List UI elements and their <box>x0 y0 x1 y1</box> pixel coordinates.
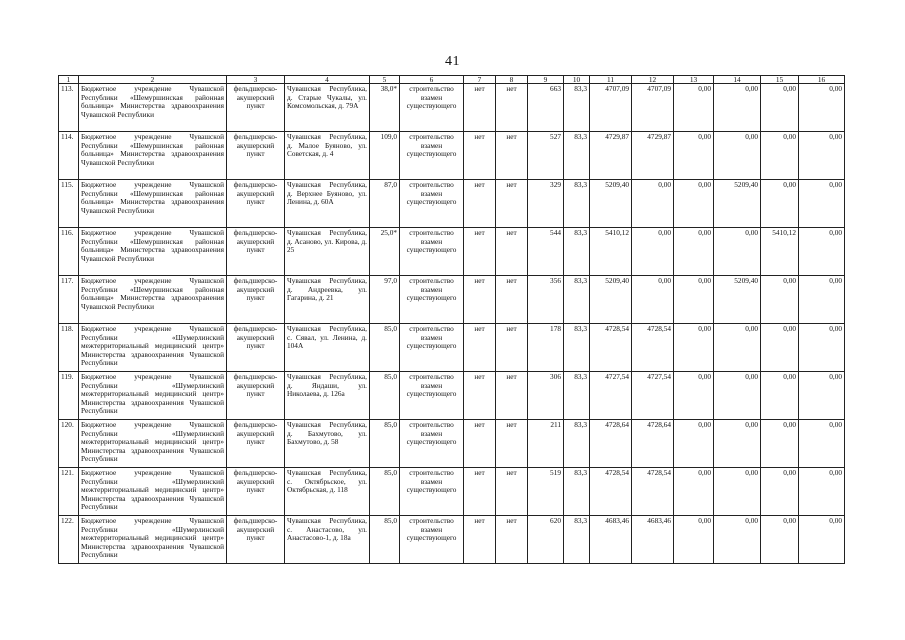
area-cell: 25,0* <box>370 228 400 276</box>
cost-year4-cell: 0,00 <box>761 84 799 132</box>
facility-type-cell: фельдшерско-акушерский пункт <box>227 372 285 420</box>
population-cell: 527 <box>528 132 564 180</box>
total-cost-cell: 5209,40 <box>590 180 632 228</box>
cost-year4-cell: 5410,12 <box>761 228 799 276</box>
row-number-cell: 121. <box>59 468 79 516</box>
cost-year1-cell: 4728,54 <box>632 468 674 516</box>
row-number-cell: 120. <box>59 420 79 468</box>
cost-year1-cell: 0,00 <box>632 276 674 324</box>
work-type-cell: строительство взамен существующего <box>400 276 464 324</box>
population-cell: 519 <box>528 468 564 516</box>
work-type-cell: строительство взамен существующего <box>400 180 464 228</box>
row-number-cell: 114. <box>59 132 79 180</box>
col10-cell: 83,3 <box>564 420 590 468</box>
cost-year3-cell: 0,00 <box>714 84 761 132</box>
total-cost-cell: 4728,54 <box>590 324 632 372</box>
population-cell: 329 <box>528 180 564 228</box>
address-cell: Чувашская Республика, с. Октябрьское, ул. Октябрьская, д. 118 <box>285 468 370 516</box>
column-number-cell: 16 <box>799 76 845 84</box>
col10-cell: 83,3 <box>564 84 590 132</box>
cost-year5-cell: 0,00 <box>799 468 845 516</box>
total-cost-cell: 5209,40 <box>590 276 632 324</box>
cost-year2-cell: 0,00 <box>674 180 714 228</box>
cost-year1-cell: 4727,54 <box>632 372 674 420</box>
column-number-cell: 4 <box>285 76 370 84</box>
institution-cell: Бюджетное учреждение Чувашской Республики «Шумерлинский межтерриториальный медицинский центр» Министерства здравоохранения Чувашской Республики <box>79 516 227 564</box>
column-number-cell: 9 <box>528 76 564 84</box>
cost-year5-cell: 0,00 <box>799 420 845 468</box>
institution-cell: Бюджетное учреждение Чувашской Республики «Шемуршинская районная больница» Министерства здравоохранения Чувашской Республики <box>79 132 227 180</box>
cost-year5-cell: 0,00 <box>799 276 845 324</box>
total-cost-cell: 4707,09 <box>590 84 632 132</box>
cost-year5-cell: 0,00 <box>799 180 845 228</box>
cost-year5-cell: 0,00 <box>799 132 845 180</box>
table-row <box>59 372 845 420</box>
work-type-cell: строительство взамен существующего <box>400 372 464 420</box>
column-number-cell: 14 <box>714 76 761 84</box>
cost-year1-cell: 0,00 <box>632 228 674 276</box>
institution-cell: Бюджетное учреждение Чувашской Республики «Шумерлинский межтерриториальный медицинский центр» Министерства здравоохранения Чувашской Республики <box>79 468 227 516</box>
cost-year2-cell: 0,00 <box>674 372 714 420</box>
address-cell: Чувашская Республика, д. Андреевка, ул. Гагарина, д. 21 <box>285 276 370 324</box>
work-type-cell: строительство взамен существующего <box>400 516 464 564</box>
col7-cell: нет <box>464 84 496 132</box>
col8-cell: нет <box>496 372 528 420</box>
cost-year3-cell: 0,00 <box>714 324 761 372</box>
cost-year4-cell: 0,00 <box>761 180 799 228</box>
facility-type-cell: фельдшерско-акушерский пункт <box>227 516 285 564</box>
institution-cell: Бюджетное учреждение Чувашской Республики «Шумерлинский межтерриториальный медицинский центр» Министерства здравоохранения Чувашской Республики <box>79 324 227 372</box>
col10-cell: 83,3 <box>564 276 590 324</box>
column-number-cell: 6 <box>400 76 464 84</box>
address-cell: Чувашская Республика, д. Асаново, ул. Кирова, д. 25 <box>285 228 370 276</box>
col10-cell: 83,3 <box>564 372 590 420</box>
cost-year2-cell: 0,00 <box>674 132 714 180</box>
cost-year2-cell: 0,00 <box>674 276 714 324</box>
area-cell: 97,0 <box>370 276 400 324</box>
row-number-cell: 116. <box>59 228 79 276</box>
table-row <box>59 420 845 468</box>
column-number-cell: 8 <box>496 76 528 84</box>
facility-type-cell: фельдшерско-акушерский пункт <box>227 468 285 516</box>
cost-year3-cell: 0,00 <box>714 228 761 276</box>
cost-year1-cell: 4728,54 <box>632 324 674 372</box>
area-cell: 85,0 <box>370 372 400 420</box>
population-cell: 620 <box>528 516 564 564</box>
cost-year1-cell: 4683,46 <box>632 516 674 564</box>
row-number-cell: 115. <box>59 180 79 228</box>
address-cell: Чувашская Республика, д. Старые Чукалы, ул. Комсомольская, д. 79А <box>285 84 370 132</box>
population-cell: 356 <box>528 276 564 324</box>
facility-type-cell: фельдшерско-акушерский пункт <box>227 420 285 468</box>
cost-year4-cell: 0,00 <box>761 132 799 180</box>
col7-cell: нет <box>464 468 496 516</box>
cost-year3-cell: 5209,40 <box>714 180 761 228</box>
col10-cell: 83,3 <box>564 516 590 564</box>
col7-cell: нет <box>464 324 496 372</box>
cost-year4-cell: 0,00 <box>761 516 799 564</box>
population-cell: 306 <box>528 372 564 420</box>
facility-type-cell: фельдшерско-акушерский пункт <box>227 180 285 228</box>
table-row <box>59 180 845 228</box>
column-number-cell: 15 <box>761 76 799 84</box>
population-cell: 663 <box>528 84 564 132</box>
col10-cell: 83,3 <box>564 180 590 228</box>
row-number-cell: 113. <box>59 84 79 132</box>
total-cost-cell: 4728,54 <box>590 468 632 516</box>
area-cell: 109,0 <box>370 132 400 180</box>
cost-year3-cell: 5209,40 <box>714 276 761 324</box>
cost-year2-cell: 0,00 <box>674 84 714 132</box>
col7-cell: нет <box>464 276 496 324</box>
area-cell: 85,0 <box>370 324 400 372</box>
total-cost-cell: 5410,12 <box>590 228 632 276</box>
cost-year4-cell: 0,00 <box>761 324 799 372</box>
col8-cell: нет <box>496 276 528 324</box>
area-cell: 85,0 <box>370 516 400 564</box>
table-row <box>59 132 845 180</box>
table-body <box>59 76 845 564</box>
facility-type-cell: фельдшерско-акушерский пункт <box>227 324 285 372</box>
col8-cell: нет <box>496 228 528 276</box>
cost-year5-cell: 0,00 <box>799 324 845 372</box>
column-number-cell: 12 <box>632 76 674 84</box>
institution-cell: Бюджетное учреждение Чувашской Республики «Шемуршинская районная больница» Министерства здравоохранения Чувашской Республики <box>79 84 227 132</box>
cost-year3-cell: 0,00 <box>714 372 761 420</box>
column-number-cell: 5 <box>370 76 400 84</box>
row-number-cell: 122. <box>59 516 79 564</box>
col8-cell: нет <box>496 468 528 516</box>
area-cell: 85,0 <box>370 468 400 516</box>
facility-type-cell: фельдшерско-акушерский пункт <box>227 84 285 132</box>
total-cost-cell: 4729,87 <box>590 132 632 180</box>
institution-cell: Бюджетное учреждение Чувашской Республики «Шемуршинская районная больница» Министерства здравоохранения Чувашской Республики <box>79 180 227 228</box>
col8-cell: нет <box>496 324 528 372</box>
work-type-cell: строительство взамен существующего <box>400 84 464 132</box>
address-cell: Чувашская Республика, д. Малое Буяново, ул. Советская, д. 4 <box>285 132 370 180</box>
area-cell: 87,0 <box>370 180 400 228</box>
cost-year3-cell: 0,00 <box>714 468 761 516</box>
col7-cell: нет <box>464 372 496 420</box>
col10-cell: 83,3 <box>564 324 590 372</box>
cost-year1-cell: 4728,64 <box>632 420 674 468</box>
col10-cell: 83,3 <box>564 132 590 180</box>
cost-year2-cell: 0,00 <box>674 516 714 564</box>
col8-cell: нет <box>496 84 528 132</box>
cost-year2-cell: 0,00 <box>674 468 714 516</box>
cost-year4-cell: 0,00 <box>761 276 799 324</box>
population-cell: 178 <box>528 324 564 372</box>
column-number-cell: 11 <box>590 76 632 84</box>
address-cell: Чувашская Республика, д. Бахмутово, ул. Бахмутово, д. 58 <box>285 420 370 468</box>
table-row <box>59 468 845 516</box>
total-cost-cell: 4728,64 <box>590 420 632 468</box>
column-number-cell: 2 <box>79 76 227 84</box>
cost-year2-cell: 0,00 <box>674 420 714 468</box>
registry-table <box>58 75 845 564</box>
column-number-cell: 1 <box>59 76 79 84</box>
col10-cell: 83,3 <box>564 228 590 276</box>
cost-year5-cell: 0,00 <box>799 516 845 564</box>
cost-year3-cell: 0,00 <box>714 516 761 564</box>
col7-cell: нет <box>464 516 496 564</box>
institution-cell: Бюджетное учреждение Чувашской Республики «Шумерлинский межтерриториальный медицинский центр» Министерства здравоохранения Чувашской Республики <box>79 372 227 420</box>
table-row <box>59 276 845 324</box>
address-cell: Чувашская Республика, д. Верхнее Буяново, ул. Ленина, д. 60А <box>285 180 370 228</box>
cost-year5-cell: 0,00 <box>799 372 845 420</box>
col7-cell: нет <box>464 228 496 276</box>
table-row <box>59 324 845 372</box>
cost-year3-cell: 0,00 <box>714 132 761 180</box>
cost-year1-cell: 0,00 <box>632 180 674 228</box>
col8-cell: нет <box>496 516 528 564</box>
institution-cell: Бюджетное учреждение Чувашской Республики «Шумерлинский межтерриториальный медицинский центр» Министерства здравоохранения Чувашской Республики <box>79 420 227 468</box>
column-number-cell: 7 <box>464 76 496 84</box>
total-cost-cell: 4727,54 <box>590 372 632 420</box>
address-cell: Чувашская Республика, д. Яндаши, ул. Николаева, д. 126а <box>285 372 370 420</box>
cost-year2-cell: 0,00 <box>674 324 714 372</box>
cost-year5-cell: 0,00 <box>799 228 845 276</box>
page-number: 41 <box>445 54 460 69</box>
cost-year1-cell: 4707,09 <box>632 84 674 132</box>
col8-cell: нет <box>496 420 528 468</box>
col7-cell: нет <box>464 132 496 180</box>
row-number-cell: 118. <box>59 324 79 372</box>
table-row <box>59 516 845 564</box>
col7-cell: нет <box>464 180 496 228</box>
col8-cell: нет <box>496 180 528 228</box>
col7-cell: нет <box>464 420 496 468</box>
column-number-cell: 3 <box>227 76 285 84</box>
table-row <box>59 228 845 276</box>
column-number-cell: 10 <box>564 76 590 84</box>
cost-year1-cell: 4729,87 <box>632 132 674 180</box>
col10-cell: 83,3 <box>564 468 590 516</box>
work-type-cell: строительство взамен существующего <box>400 132 464 180</box>
population-cell: 544 <box>528 228 564 276</box>
work-type-cell: строительство взамен существующего <box>400 420 464 468</box>
facility-type-cell: фельдшерско-акушерский пункт <box>227 276 285 324</box>
row-number-cell: 117. <box>59 276 79 324</box>
total-cost-cell: 4683,46 <box>590 516 632 564</box>
facility-type-cell: фельдшерско-акушерский пункт <box>227 228 285 276</box>
institution-cell: Бюджетное учреждение Чувашской Республики «Шемуршинская районная больница» Министерства здравоохранения Чувашской Республики <box>79 276 227 324</box>
address-cell: Чувашская Республика, с. Анастасово, ул. Анастасово-1, д. 18а <box>285 516 370 564</box>
column-number-cell: 13 <box>674 76 714 84</box>
cost-year4-cell: 0,00 <box>761 372 799 420</box>
facility-type-cell: фельдшерско-акушерский пункт <box>227 132 285 180</box>
work-type-cell: строительство взамен существующего <box>400 468 464 516</box>
area-cell: 38,0* <box>370 84 400 132</box>
row-number-cell: 119. <box>59 372 79 420</box>
cost-year5-cell: 0,00 <box>799 84 845 132</box>
cost-year4-cell: 0,00 <box>761 468 799 516</box>
col8-cell: нет <box>496 132 528 180</box>
cost-year2-cell: 0,00 <box>674 228 714 276</box>
work-type-cell: строительство взамен существующего <box>400 228 464 276</box>
column-number-row <box>59 76 845 84</box>
institution-cell: Бюджетное учреждение Чувашской Республики «Шемуршинская районная больница» Министерства здравоохранения Чувашской Республики <box>79 228 227 276</box>
cost-year4-cell: 0,00 <box>761 420 799 468</box>
work-type-cell: строительство взамен существующего <box>400 324 464 372</box>
cost-year3-cell: 0,00 <box>714 420 761 468</box>
area-cell: 85,0 <box>370 420 400 468</box>
address-cell: Чувашская Республика, с. Сявал, ул. Ленина, д. 104А <box>285 324 370 372</box>
table-row <box>59 84 845 132</box>
population-cell: 211 <box>528 420 564 468</box>
